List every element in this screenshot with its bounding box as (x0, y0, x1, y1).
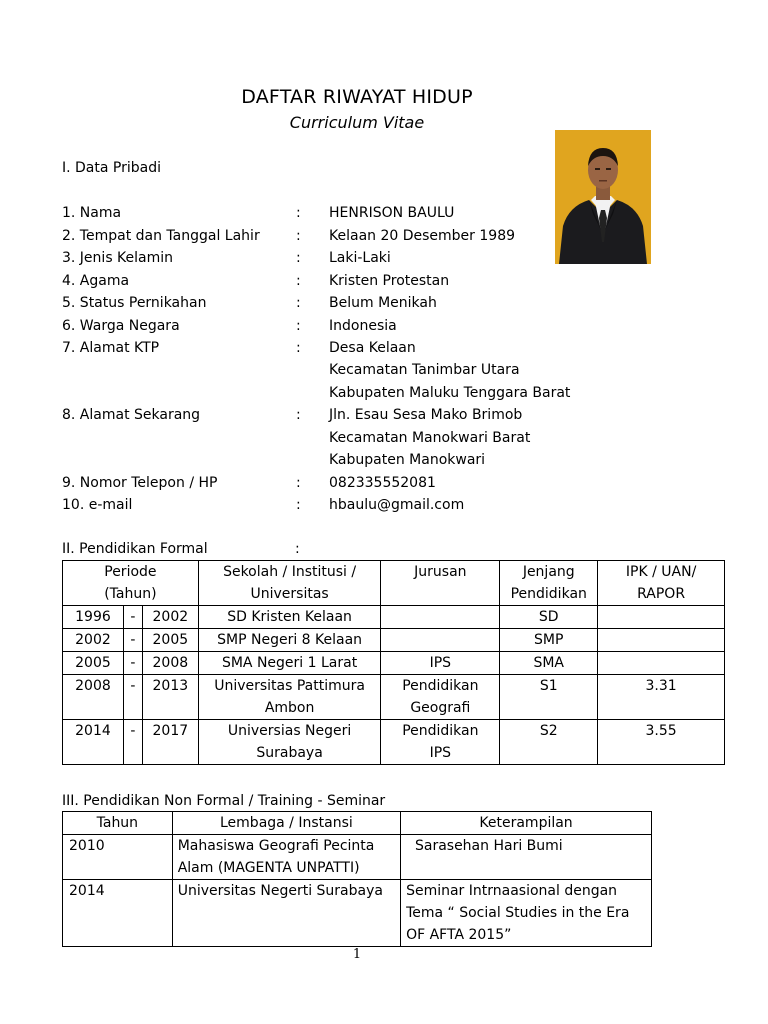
cell-skill (401, 880, 652, 947)
cell-dash: - (123, 720, 142, 765)
cell-dash: - (123, 606, 142, 629)
cell-year: 2010 (63, 835, 173, 880)
cell-line: Universitas Pattimura (214, 678, 365, 694)
cell-end-year: 2002 (142, 606, 198, 629)
field-label: 6. Warga Negara (62, 318, 180, 334)
cell-major (381, 675, 500, 720)
cell-level: S2 (500, 720, 598, 765)
cell-line: Seminar Intrnaasional dengan (406, 883, 618, 899)
field-label: 4. Agama (62, 273, 130, 289)
cell-start-year: 2014 (63, 720, 124, 765)
cell-end-year: 2017 (142, 720, 198, 765)
table-header-row (63, 561, 725, 606)
cell-line: Pendidikan (402, 723, 479, 739)
cell-level: SMA (500, 652, 598, 675)
cell-end-year: 2008 (142, 652, 198, 675)
cell-level: SMP (500, 629, 598, 652)
page-number: 1 (352, 947, 362, 962)
table-row (63, 675, 725, 720)
cell-institution (172, 880, 400, 947)
cell-line: Universitas Negerti Surabaya (177, 883, 383, 899)
cell-score (598, 629, 725, 652)
field-value: Desa Kelaan (329, 340, 416, 356)
field-value: Belum Menikah (329, 295, 437, 311)
header-skill: Keterampilan (401, 812, 652, 835)
cell-dash: - (123, 675, 142, 720)
cell-start-year: 2002 (63, 629, 124, 652)
field-label: 5. Status Pernikahan (62, 295, 207, 311)
cell-dash: - (123, 652, 142, 675)
cell-institution (172, 835, 400, 880)
document-title: DAFTAR RIWAYAT HIDUP (241, 86, 473, 108)
education-table (62, 560, 725, 765)
field-label: 9. Nomor Telepon / HP (62, 475, 218, 491)
cell-line: Surabaya (256, 745, 323, 761)
field-colon: : (296, 250, 301, 266)
field-colon: : (296, 475, 301, 491)
field-label: 1. Nama (62, 205, 122, 221)
cell-line: IPS (429, 745, 452, 761)
person-portrait-icon (555, 130, 651, 264)
field-colon: : (296, 228, 301, 244)
field-value: Indonesia (329, 318, 397, 334)
field-colon: : (296, 340, 301, 356)
cell-end-year: 2013 (142, 675, 198, 720)
table-row (63, 629, 725, 652)
field-value: Laki-Laki (329, 250, 391, 266)
header-school: Sekolah / Institusi / Universitas (198, 561, 381, 606)
cell-line: Ambon (264, 700, 315, 716)
cell-score (598, 606, 725, 629)
cell-major (381, 606, 500, 629)
cell-end-year: 2005 (142, 629, 198, 652)
field-value: Kristen Protestan (329, 273, 450, 289)
profile-photo (555, 130, 651, 264)
field-colon: : (296, 273, 301, 289)
cell-year: 2014 (63, 880, 173, 947)
field-colon: : (296, 205, 301, 221)
address-line: Kecamatan Manokwari Barat (329, 430, 531, 446)
cell-skill (401, 835, 652, 880)
field-label: 8. Alamat Sekarang (62, 407, 201, 423)
section-education-heading: II. Pendidikan Formal (62, 541, 208, 557)
field-label: 7. Alamat KTP (62, 340, 160, 356)
cell-dash: - (123, 629, 142, 652)
section-personal-heading: I. Data Pribadi (62, 160, 161, 176)
field-value: Jln. Esau Sesa Mako Brimob (329, 407, 523, 423)
cell-line: Alam (MAGENTA UNPATTI) (177, 860, 360, 876)
cell-school (198, 720, 381, 765)
field-colon: : (296, 497, 301, 513)
field-colon: : (296, 295, 301, 311)
cell-line: Geografi (410, 700, 471, 716)
field-label: 10. e-mail (62, 497, 133, 513)
field-value: Kelaan 20 Desember 1989 (329, 228, 516, 244)
cell-start-year: 2008 (63, 675, 124, 720)
cell-line: Universias Negeri (227, 723, 352, 739)
cell-score: 3.55 (598, 720, 725, 765)
cell-major: IPS (381, 652, 500, 675)
cell-start-year: 2005 (63, 652, 124, 675)
field-value: 082335552081 (329, 475, 436, 491)
table-row (63, 720, 725, 765)
cell-level: S1 (500, 675, 598, 720)
section-nonformal-heading: III. Pendidikan Non Formal / Training - Seminar (62, 793, 386, 809)
header-period: Periode (Tahun) (63, 561, 199, 606)
cell-line: Pendidikan (402, 678, 479, 694)
nonformal-table (62, 811, 652, 947)
cell-school: SMP Negeri 8 Kelaan (198, 629, 381, 652)
cell-score (598, 652, 725, 675)
field-value: hbaulu@gmail.com (329, 497, 465, 513)
cell-level: SD (500, 606, 598, 629)
cell-line: Mahasiswa Geografi Pecinta (177, 838, 375, 854)
cell-major (381, 720, 500, 765)
table-row (63, 606, 725, 629)
table-row (63, 880, 652, 947)
field-colon: : (296, 318, 301, 334)
header-institution: Lembaga / Instansi (172, 812, 400, 835)
cell-start-year: 1996 (63, 606, 124, 629)
field-value: HENRISON BAULU (329, 205, 455, 221)
cell-major (381, 629, 500, 652)
cell-line: OF AFTA 2015” (406, 927, 512, 943)
section-education-colon: : (295, 541, 300, 557)
field-colon: : (296, 407, 301, 423)
header-major: Jurusan (381, 561, 500, 606)
table-row (63, 835, 652, 880)
cell-line: Sarasehan Hari Bumi (406, 838, 563, 854)
field-label: 2. Tempat dan Tanggal Lahir (62, 228, 260, 244)
cell-line: Tema “ Social Studies in the Era (406, 905, 630, 921)
address-line: Kabupaten Manokwari (329, 452, 486, 468)
document-subtitle: Curriculum Vitae (289, 113, 425, 132)
address-line: Kecamatan Tanimbar Utara (329, 362, 520, 378)
table-row (63, 652, 725, 675)
header-level: Jenjang Pendidikan (500, 561, 598, 606)
field-label: 3. Jenis Kelamin (62, 250, 174, 266)
table-header-row (63, 812, 652, 835)
header-score: IPK / UAN/ RAPOR (598, 561, 725, 606)
cell-school (198, 675, 381, 720)
cell-school: SMA Negeri 1 Larat (198, 652, 381, 675)
address-line: Kabupaten Maluku Tenggara Barat (329, 385, 571, 401)
cell-school: SD Kristen Kelaan (198, 606, 381, 629)
header-year: Tahun (63, 812, 173, 835)
cell-score: 3.31 (598, 675, 725, 720)
